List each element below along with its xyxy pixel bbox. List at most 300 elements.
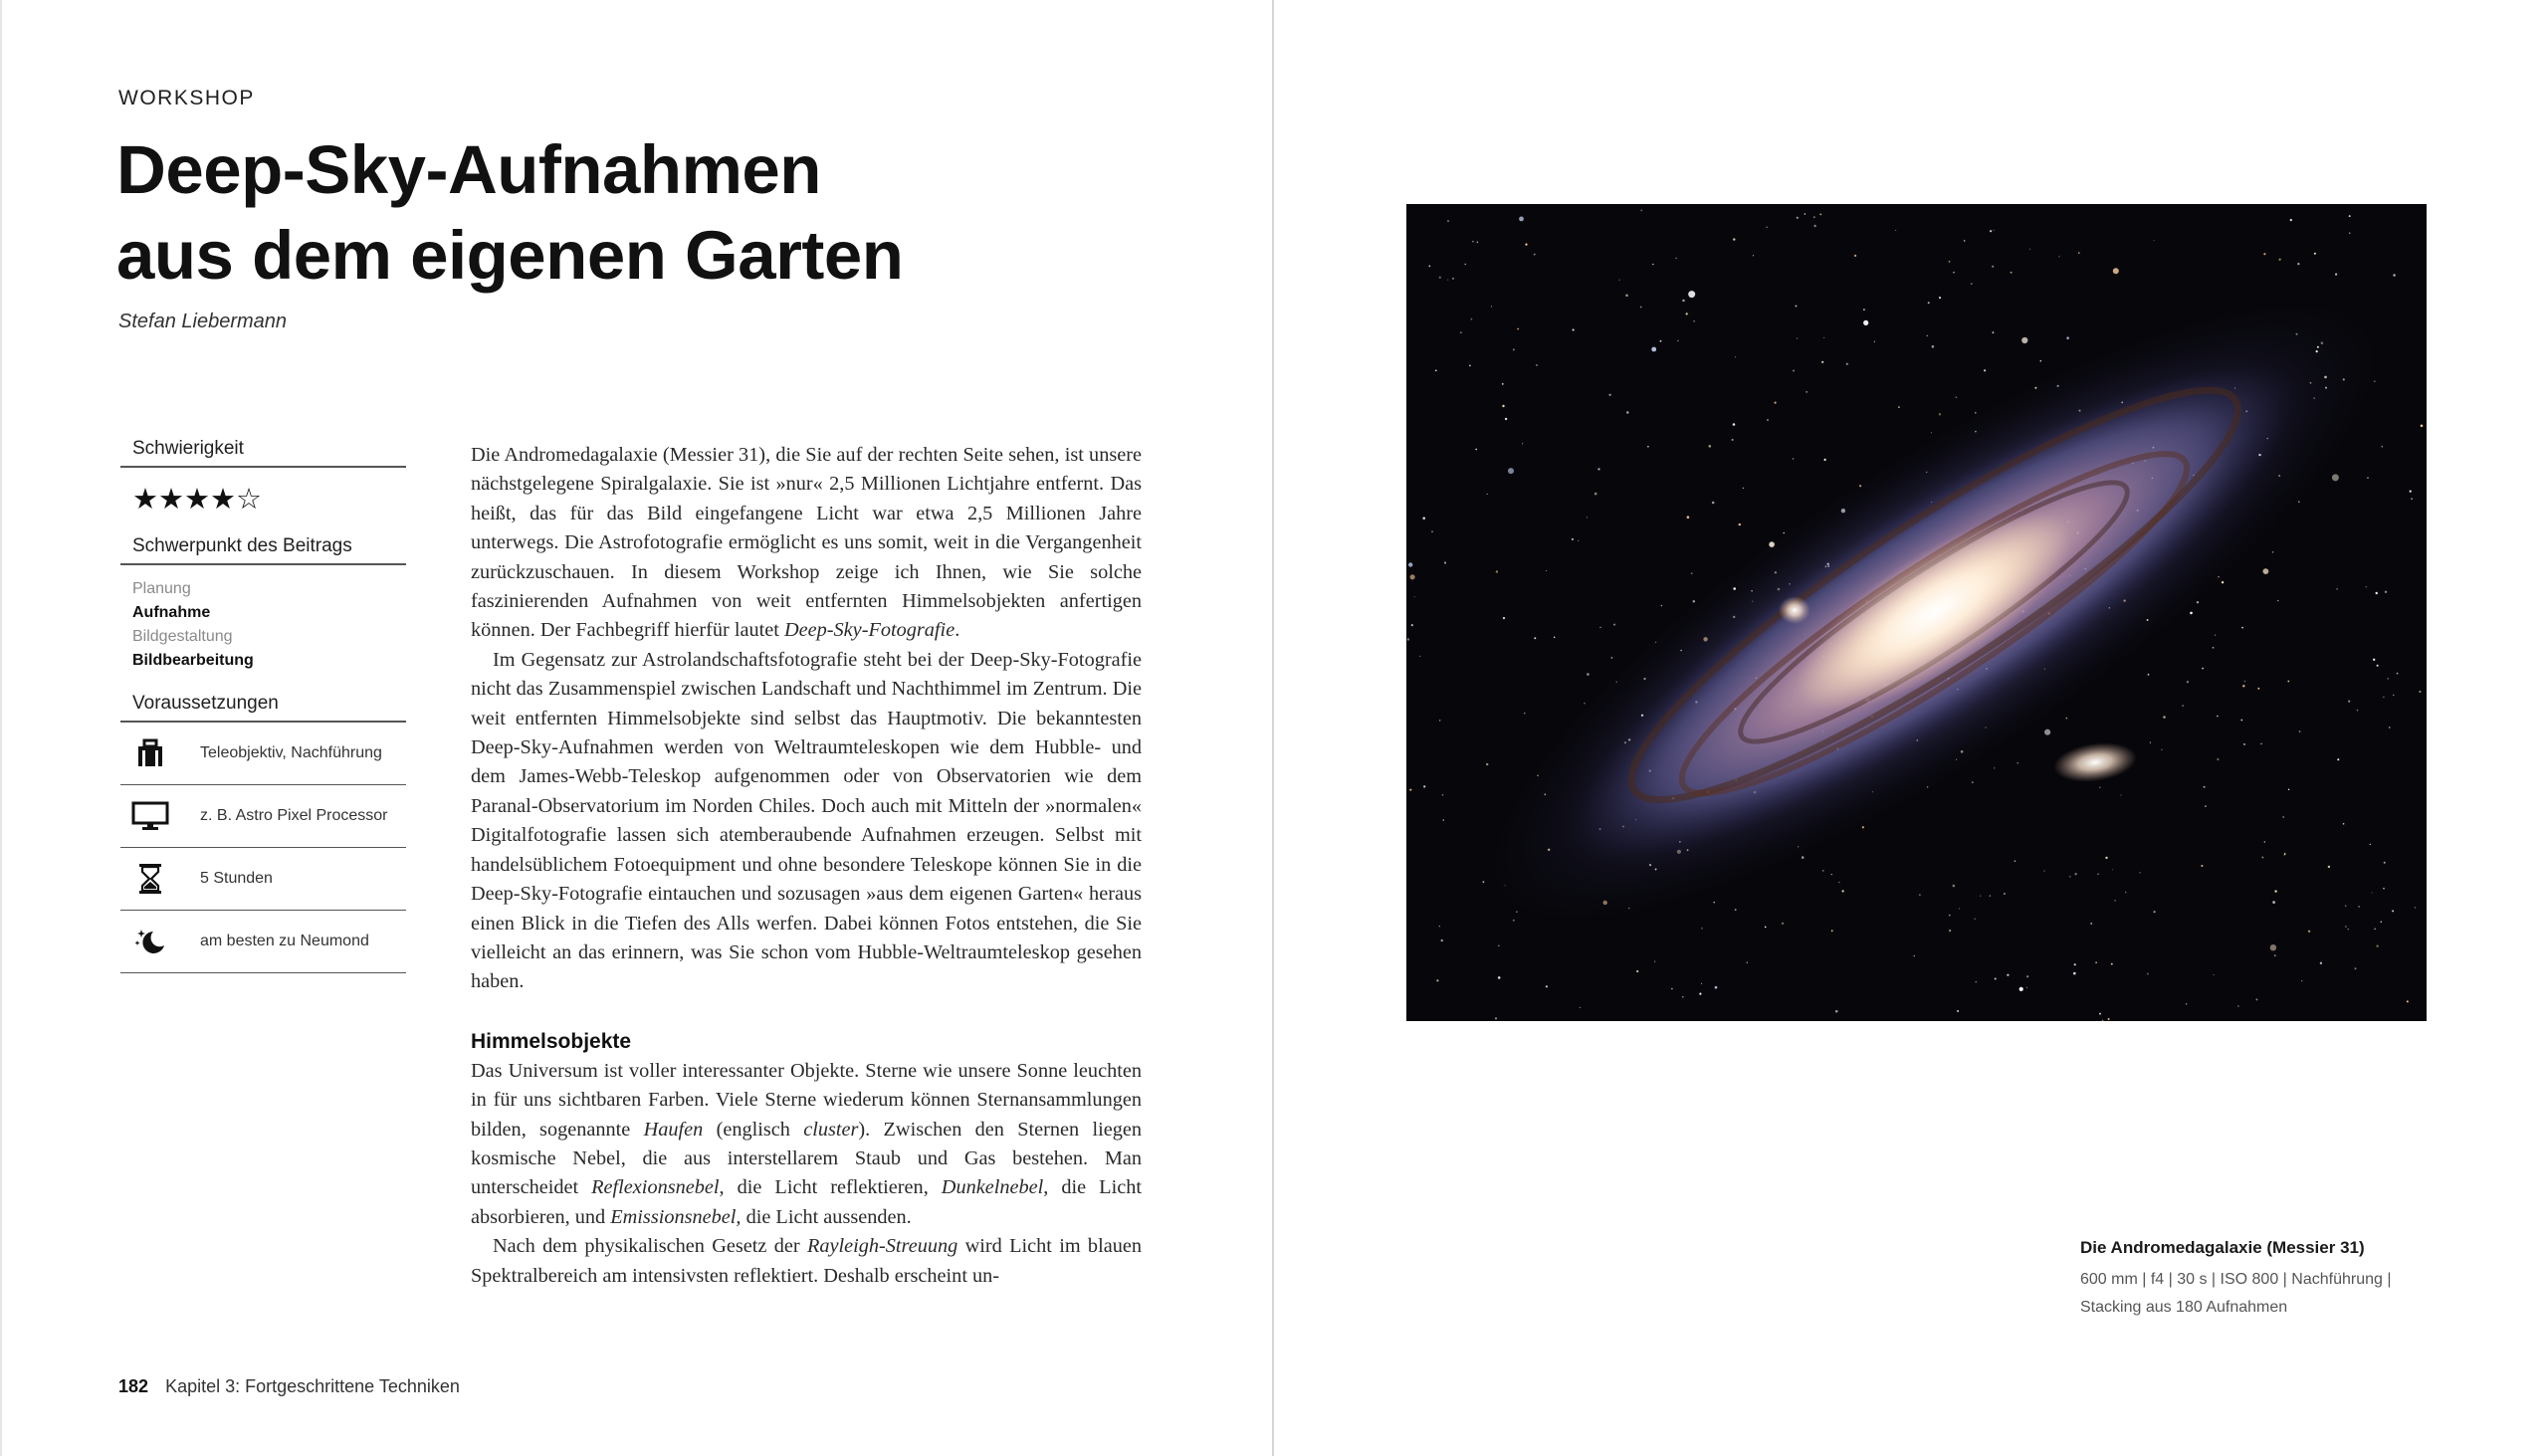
star xyxy=(1994,767,1995,768)
star xyxy=(2357,710,2359,712)
star xyxy=(1475,449,1477,451)
star xyxy=(2026,975,2028,977)
star xyxy=(2202,668,2204,670)
star xyxy=(2384,862,2386,864)
star xyxy=(2349,215,2351,217)
star xyxy=(2393,274,2396,277)
star xyxy=(1854,255,1856,257)
star xyxy=(1691,572,1693,574)
star xyxy=(2376,945,2378,947)
star xyxy=(1821,361,1823,363)
star xyxy=(1949,261,1951,263)
star xyxy=(2358,906,2360,908)
star xyxy=(1990,230,1992,232)
star xyxy=(2383,697,2385,699)
star xyxy=(1647,446,1649,448)
star xyxy=(1524,713,1525,714)
star xyxy=(1712,502,1715,505)
star xyxy=(1949,915,1951,917)
moon-stars-icon xyxy=(126,918,174,965)
star xyxy=(1513,348,1515,350)
star xyxy=(1519,217,1524,222)
star xyxy=(1483,881,1485,883)
star xyxy=(2407,1000,2409,1002)
star xyxy=(1775,402,1777,404)
star xyxy=(1984,369,1986,371)
star xyxy=(2058,256,2059,257)
star xyxy=(2263,253,2265,255)
star xyxy=(1439,277,1441,279)
star xyxy=(2222,581,2224,583)
star xyxy=(1976,981,1977,982)
star xyxy=(2348,701,2350,703)
star xyxy=(2372,893,2373,894)
star xyxy=(2241,627,2243,629)
star xyxy=(2288,789,2289,790)
caption-details: 600 mm | f4 | 30 s | ISO 800 | Nachführung | Stacking aus 180 Aufnahmen xyxy=(2080,1271,2392,1316)
star xyxy=(1534,637,1536,639)
star xyxy=(2411,498,2413,500)
star xyxy=(1898,406,1900,408)
star xyxy=(2274,890,2276,892)
star xyxy=(2043,871,2044,872)
paragraph-3: Das Universum ist voller interessanter Objekte. Sterne wie unsere Sonne leuchten in für uns sichtbaren Farben. Viele Sterne wiederum können Sternansammlungen bilden, sogenannte Haufen (englisch cluster). Zwischen den Sternen liegen kosmische Nebel, die aus interstellarem Staub und Gas bestehen. Man unterscheidet Reflexionsnebel, die Licht reflektieren, Dunkelnebel, die Licht absorbieren, und Emissionsnebel, die Licht aussenden. xyxy=(471,1059,1143,1228)
star xyxy=(1932,345,1935,348)
star xyxy=(2108,1018,2110,1020)
star xyxy=(1747,962,1748,963)
star xyxy=(2385,591,2387,593)
star xyxy=(1534,254,1536,256)
star xyxy=(1842,890,1844,892)
star xyxy=(2272,901,2275,904)
star xyxy=(2393,695,2395,697)
star xyxy=(2374,381,2375,382)
star xyxy=(1491,306,1492,307)
star xyxy=(1953,272,1954,273)
star xyxy=(1822,870,1823,871)
star xyxy=(1654,961,1655,962)
star xyxy=(1939,413,1941,415)
star xyxy=(1411,624,1413,626)
star xyxy=(2154,240,2155,241)
star xyxy=(1797,338,1798,339)
star xyxy=(2345,926,2347,928)
star xyxy=(1608,394,1610,396)
section-heading: Himmelsobjekte xyxy=(471,1029,632,1053)
star xyxy=(1498,976,1501,979)
star xyxy=(2011,272,2013,274)
star xyxy=(2349,232,2351,234)
star xyxy=(2040,360,2042,362)
requirement-text: am besten zu Neumond xyxy=(200,933,369,949)
star xyxy=(2242,685,2244,687)
star xyxy=(2301,980,2302,981)
star xyxy=(1919,894,1920,895)
star xyxy=(2240,720,2242,722)
star xyxy=(1525,244,1527,246)
star xyxy=(2284,853,2286,855)
focus-item-aufnahme: Aufnahme xyxy=(132,604,211,621)
star xyxy=(1939,297,1941,299)
star xyxy=(1831,874,1832,875)
paragraph-2: Im Gegensatz zur Astrolandschaftsfotografie steht bei der Deep-Sky-Fotografie nicht das Zusammenspiel zwischen Landschaft und Nachthimmel im Zentrum. Die weit entfernten Himmelsobjekte sind selbst das Hauptmotiv. Die bekanntesten Deep-Sky-Aufnahmen werden von Weltraumteleskopen wie dem Hubble- und dem James-Webb-Teleskop aufgenommen oder von Observatorien wie dem Paranal-Observatorium im Norden Chiles. Doch auch mit Mitteln der »normalen« Digitalfotografie lassen sich atemberaubende Aufnahmen erzeugen. Selbst mit handelsüblichem Fotoequipment und ohne besondere Teleskope können Sie in die Deep-Sky-Fotografie eintauchen und sozusagen »aus dem eigenen Garten« heraus einen Blick in die Tiefen des Alls werfen. Dabei können Fotos entstehen, die Sie vielleicht an das erinnern, was Sie schon vom Hubble-Weltraumteleskop gesehen haben. xyxy=(471,648,1142,993)
left-page xyxy=(0,0,1272,1456)
star xyxy=(2337,588,2338,589)
author-name: Stefan Liebermann xyxy=(118,311,288,332)
star xyxy=(1536,364,1538,366)
star xyxy=(2260,743,2261,744)
star xyxy=(2140,872,2141,873)
star xyxy=(1993,331,1995,333)
focus-item-planung: Planung xyxy=(132,580,191,597)
star xyxy=(2213,647,2215,649)
star xyxy=(2397,673,2399,675)
star xyxy=(1972,781,1974,783)
star xyxy=(1835,1010,1838,1013)
star xyxy=(1701,928,1703,930)
star xyxy=(2112,869,2113,870)
requirement-moon xyxy=(120,911,406,973)
article-body xyxy=(471,441,1142,1291)
star xyxy=(1975,919,1976,920)
star xyxy=(1767,419,1769,421)
star xyxy=(1831,930,1833,932)
star xyxy=(1409,789,1411,791)
star xyxy=(1701,983,1702,984)
star xyxy=(2419,691,2421,693)
star xyxy=(1682,300,1684,302)
star xyxy=(1410,574,1415,579)
star xyxy=(2243,743,2245,745)
star xyxy=(2410,491,2412,493)
star xyxy=(2381,922,2383,924)
star xyxy=(1971,283,1973,285)
star xyxy=(1498,945,1499,946)
star xyxy=(1964,240,1965,241)
star xyxy=(2125,892,2127,894)
star xyxy=(1439,720,1440,721)
star xyxy=(2320,962,2322,964)
star xyxy=(1626,411,1628,413)
star xyxy=(1862,826,1864,828)
star xyxy=(1640,307,1642,309)
star xyxy=(1573,329,1575,331)
star xyxy=(1422,517,1425,520)
star xyxy=(1732,439,1734,441)
requirement-text: Teleobjektiv, Nachführung xyxy=(200,744,382,761)
star xyxy=(1813,216,1815,218)
star xyxy=(2383,888,2385,890)
star xyxy=(1447,280,1448,281)
star xyxy=(2415,907,2416,908)
star xyxy=(1994,230,1995,231)
star xyxy=(1460,331,1462,333)
star xyxy=(2095,961,2097,963)
star xyxy=(1782,923,1784,925)
star xyxy=(1522,443,1523,444)
star xyxy=(1927,335,1928,336)
star xyxy=(2205,805,2207,807)
star xyxy=(1487,494,1488,495)
star xyxy=(2388,678,2389,679)
star xyxy=(2073,972,2076,975)
star xyxy=(1443,819,1444,820)
star xyxy=(2111,963,2113,965)
star xyxy=(1516,911,1518,913)
star xyxy=(1688,291,1695,298)
star xyxy=(1471,318,1473,320)
star xyxy=(2026,987,2027,988)
star xyxy=(1414,596,1415,597)
star xyxy=(2190,612,2193,615)
star xyxy=(1956,396,1958,398)
star xyxy=(2262,857,2264,859)
star xyxy=(2201,865,2203,867)
star xyxy=(1819,214,1821,216)
star xyxy=(2263,568,2269,574)
star xyxy=(2214,974,2215,975)
star xyxy=(2015,860,2017,862)
star xyxy=(2274,954,2276,956)
star xyxy=(1465,264,1466,265)
star xyxy=(2029,249,2030,250)
camera-bag-icon xyxy=(126,729,174,777)
star xyxy=(1619,280,1620,281)
photo-caption xyxy=(2080,1236,2439,1322)
star xyxy=(1733,238,1735,240)
star xyxy=(2355,967,2357,969)
difficulty-stars: ★★★★☆ xyxy=(132,482,262,516)
paragraph-1: Die Andromedagalaxie (Messier 31), die Sie auf der rechten Seite sehen, ist unsere nächstgelegene Spiralgalaxie. Sie ist »nur« 2,5 Millionen Lichtjahre entfernt. Das heißt, das für das Bild eingefangene Licht war etwa 2,5 Millionen Jahre unterwegs. Die Astrofotografie ermöglicht es uns somit, weit in die Vergangenheit zurückzuschauen. In diesem Workshop zeige ich Ihnen, wie Sie solche faszinierenden Aufnahmen von weit entfernten Himmelsobjekten anfertigen können. Der Fachbegriff hierfür lautet Deep-Sky-Fotografie. xyxy=(471,444,1142,642)
star xyxy=(1513,920,1515,922)
star xyxy=(1661,605,1662,606)
star xyxy=(2075,873,2077,875)
star xyxy=(2113,268,2119,274)
star xyxy=(1502,405,1504,407)
star xyxy=(1472,241,1474,243)
star xyxy=(1823,337,1824,338)
star xyxy=(1699,993,1701,995)
star xyxy=(1625,295,1628,298)
star xyxy=(2298,501,2300,503)
star xyxy=(1793,458,1794,459)
star xyxy=(1546,985,1548,987)
star xyxy=(1408,562,1412,566)
star xyxy=(1636,970,1638,972)
star xyxy=(2204,786,2206,788)
star xyxy=(1682,996,1683,997)
star xyxy=(2215,635,2216,636)
star xyxy=(2090,923,2092,925)
star xyxy=(2287,681,2289,683)
star xyxy=(2074,963,2076,965)
star xyxy=(1435,370,1437,372)
star xyxy=(2270,944,2276,950)
star xyxy=(2114,900,2115,901)
star xyxy=(2332,474,2339,481)
star xyxy=(1508,468,1514,474)
star xyxy=(1953,885,1956,888)
star xyxy=(1975,412,1977,414)
star xyxy=(1496,570,1498,572)
star xyxy=(2308,931,2310,933)
star xyxy=(1580,1007,1581,1008)
star xyxy=(1931,432,1932,433)
star xyxy=(1805,213,1806,215)
star xyxy=(1597,468,1599,470)
star xyxy=(2217,716,2219,718)
star xyxy=(1671,988,1673,990)
star xyxy=(1613,624,1615,626)
star xyxy=(1439,926,1440,927)
star xyxy=(2099,1013,2101,1015)
star xyxy=(2392,910,2394,912)
star xyxy=(2257,688,2259,690)
star xyxy=(1572,538,1574,540)
star xyxy=(2277,600,2278,601)
star xyxy=(2066,718,2067,719)
star xyxy=(1441,939,1443,941)
star xyxy=(1802,856,1805,859)
focus-list xyxy=(120,565,406,693)
star xyxy=(1715,986,1718,989)
star xyxy=(1739,523,1741,525)
page-footer xyxy=(118,1376,460,1397)
star xyxy=(2217,758,2219,760)
star xyxy=(1797,217,1799,219)
star xyxy=(1824,459,1826,461)
star xyxy=(1863,309,1865,311)
star xyxy=(1992,266,1994,268)
star xyxy=(1584,703,1586,705)
requirements-heading: Voraussetzungen xyxy=(120,693,406,723)
star xyxy=(1949,930,1951,932)
star xyxy=(1431,531,1432,532)
info-sidebar xyxy=(120,438,406,973)
star xyxy=(2187,681,2189,683)
star xyxy=(2148,674,2150,676)
star xyxy=(2019,987,2023,991)
star xyxy=(2377,665,2379,667)
star xyxy=(1447,220,1449,222)
star xyxy=(1599,627,1600,628)
star xyxy=(1503,617,1505,619)
star xyxy=(1735,909,1737,911)
star xyxy=(2105,857,2107,859)
star xyxy=(1442,794,1444,796)
star xyxy=(1959,908,1960,909)
star xyxy=(1611,657,1613,659)
star xyxy=(2004,893,2006,895)
star xyxy=(2120,794,2121,795)
star xyxy=(2370,844,2371,845)
section-kicker: WORKSHOP xyxy=(118,87,255,109)
star xyxy=(1578,540,1579,541)
star xyxy=(1743,488,1744,489)
star xyxy=(1714,902,1715,903)
star xyxy=(1687,516,1690,519)
star xyxy=(2272,551,2274,553)
star xyxy=(2069,876,2070,877)
star xyxy=(2297,263,2299,265)
star xyxy=(1677,340,1678,341)
star xyxy=(1686,312,1688,314)
star xyxy=(2154,911,2156,913)
star xyxy=(1676,258,1677,259)
andromeda-galaxy-photo xyxy=(1406,204,2427,1021)
star xyxy=(2348,929,2349,930)
star xyxy=(2382,446,2384,448)
star xyxy=(1423,785,1425,787)
star xyxy=(1660,340,1662,342)
star xyxy=(2017,762,2018,763)
star xyxy=(1502,383,1504,385)
star xyxy=(1594,493,1597,496)
star xyxy=(1546,570,1547,571)
star xyxy=(2021,337,2027,343)
star xyxy=(2066,336,2069,339)
monitor-icon xyxy=(126,792,174,840)
star xyxy=(2255,998,2257,1000)
star xyxy=(1587,517,1588,518)
star xyxy=(1495,1017,1497,1019)
star xyxy=(2244,681,2245,682)
title-line-2: aus dem eigenen Garten xyxy=(116,217,904,294)
star xyxy=(1863,320,1868,325)
star xyxy=(2099,787,2100,788)
star xyxy=(1587,673,1590,676)
star xyxy=(1813,225,1815,227)
star xyxy=(2150,742,2151,743)
star xyxy=(1517,328,1519,330)
star xyxy=(1796,306,1798,308)
difficulty-heading: Schwierigkeit xyxy=(120,438,406,468)
hourglass-icon xyxy=(126,855,174,903)
star xyxy=(1709,445,1712,448)
star xyxy=(1407,638,1409,640)
title-line-1: Deep-Sky-Aufnahmen xyxy=(116,131,821,208)
star xyxy=(1914,955,1915,956)
star xyxy=(2264,841,2265,842)
star xyxy=(2237,1005,2238,1006)
star xyxy=(2290,219,2292,221)
star xyxy=(2373,659,2375,661)
star xyxy=(2337,758,2339,760)
star xyxy=(1640,210,1642,212)
star xyxy=(2345,905,2347,907)
star xyxy=(2421,425,2424,428)
star xyxy=(2161,749,2162,750)
star xyxy=(1874,341,1875,342)
star xyxy=(2097,874,2098,875)
star xyxy=(1693,320,1695,322)
star xyxy=(2147,973,2149,975)
star xyxy=(1990,895,1991,896)
star xyxy=(1928,302,1930,304)
star xyxy=(1735,356,1736,357)
star xyxy=(1793,370,1795,372)
star xyxy=(2374,929,2376,931)
star xyxy=(1652,264,1654,266)
star xyxy=(1469,365,1471,367)
focus-item-bildbearbeitung: Bildbearbeitung xyxy=(132,652,254,669)
star xyxy=(2182,705,2183,706)
star xyxy=(1765,927,1767,929)
star xyxy=(1753,255,1754,256)
star xyxy=(2163,716,2165,718)
star xyxy=(1505,418,1507,420)
focus-item-bildgestaltung: Bildgestaltung xyxy=(132,628,233,645)
